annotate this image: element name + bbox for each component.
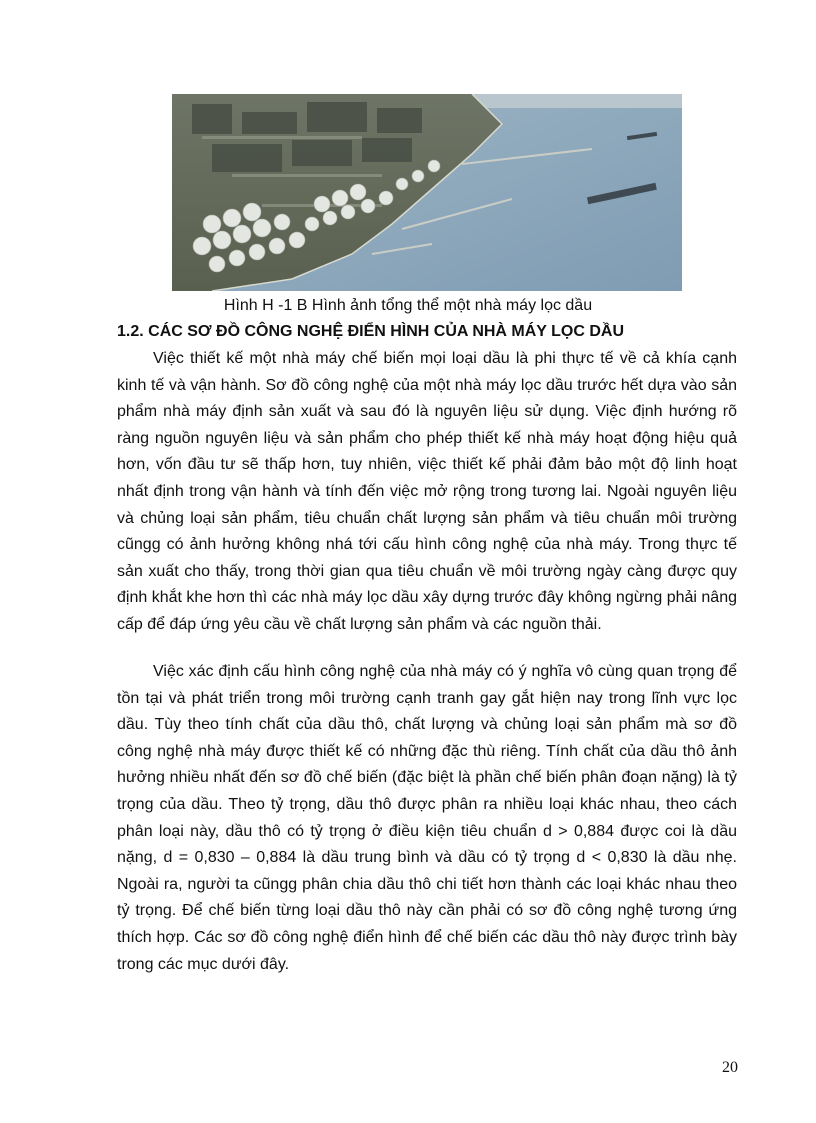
section-heading: 1.2. CÁC SƠ ĐỒ CÔNG NGHỆ ĐIỂN HÌNH CỦA NHÀ MÁY LỌC DẦU xyxy=(117,323,625,340)
body-paragraph-2: Việc xác định cấu hình công nghệ của nhà máy có ý nghĩa vô cùng quan trọng để tồn tại và phát triển trong môi trường cạnh tranh gay gắt hiện nay trong lĩnh vực lọc dầu. Tùy theo tính chất của dầu thô, chất lượng và chủng loại sản phẩm mà sơ đồ công nghệ nhà máy được thiết kế có những đặc thù riêng. Tính chất của dầu thô ảnh hưởng nhiều nhất đến sơ đồ chế biến (đặc biệt là phần chế biến phân đoạn nặng) là tỷ trọng của dầu. Theo tỷ trọng, dầu thô được phân ra nhiều loại khác nhau, theo cách phân loại này, dầu thô có tỷ trọng ở điều kiện tiêu chuẩn d > 0,884 được coi là dầu nặng, d = 0,830 – 0,884 là dầu trung bình và dầu có tỷ trọng d < 0,830 là dầu nhẹ. Ngoài ra, người ta cũngg phân chia dầu thô chi tiết hơn thành các loại khác nhau theo tỷ trọng. Để chế biến từng loại dầu thô này cần phải có sơ đồ công nghệ tương ứng thích hợp. Các sơ đồ công nghệ điển hình để chế biến các dầu thô này được trình bày trong các mục dưới đây. xyxy=(117,663,737,973)
refinery-aerial-photo xyxy=(172,94,682,291)
page-number: 20 xyxy=(722,1059,738,1076)
figure-caption: Hình H -1 B Hình ảnh tổng thể một nhà máy lọc dầu xyxy=(223,297,593,314)
body-paragraph-1: Việc thiết kế một nhà máy chế biến mọi loại dầu là phi thực tế về cả khía cạnh kinh tế và vận hành. Sơ đồ công nghệ của một nhà máy lọc dầu trước hết dựa vào sản phẩm nhà máy định sản xuất và sau đó là nguyên liệu sử dụng. Việc định hướng rõ ràng nguồn nguyên liệu và sản phẩm cho phép thiết kế nhà máy hoạt động hiệu quả hơn, vốn đầu tư sẽ thấp hơn, tuy nhiên, việc thiết kế phải đảm bảo một độ linh hoạt nhất định trong vận hành và tính đến việc mở rộng trong tương lai. Ngoài nguyên liệu và chủng loại sản phẩm, tiêu chuẩn chất lượng sản phẩm và tiêu chuẩn môi trường cũngg có ảnh hưởng không nhá tới cấu hình công nghệ của nhà máy. Trong thực tế sản xuất cho thấy, trong thời gian qua tiêu chuẩn về môi trường ngày càng được quy định khắt khe hơn thì các nhà máy lọc dầu xây dựng trước đây không ngừng phải nâng cấp để đáp ứng yêu cầu về chất lượng sản phẩm và các nguồn thải. xyxy=(117,350,737,633)
